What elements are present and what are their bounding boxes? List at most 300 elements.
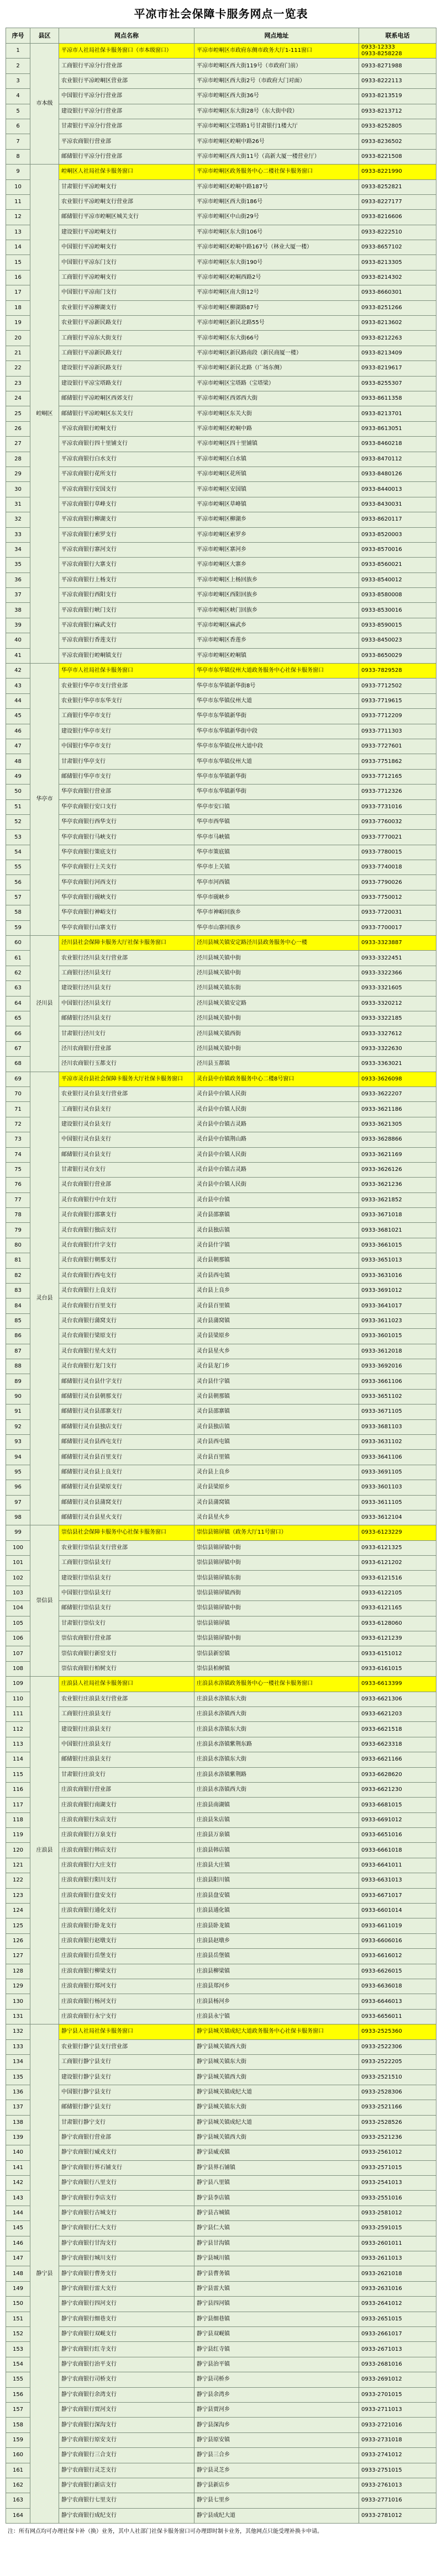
row-number-cell: 42 [6, 664, 30, 679]
row-number-cell: 133 [6, 2040, 30, 2055]
row-number-cell: 68 [6, 1057, 30, 1072]
outlet-address-cell: 庄浪县水洛镇东大街 [194, 1722, 359, 1737]
outlet-name-cell: 中国银行平凉崆峒支行 [59, 240, 194, 255]
outlet-address-cell: 平凉市崆峒区东关大街 [194, 406, 359, 421]
outlet-address-cell: 灵台县上良乡 [194, 1284, 359, 1298]
row-number-cell: 145 [6, 2221, 30, 2236]
phone-cell: 0933-3681021 [359, 1223, 436, 1238]
phone-cell: 0933-6121325 [359, 1541, 436, 1556]
phone-cell: 0933-3621186 [359, 1102, 436, 1117]
outlet-name-cell: 平凉市人社局社保卡服务窗口（市本级窗口） [59, 44, 194, 59]
phone-cell: 0933-3322451 [359, 951, 436, 966]
outlet-address-cell: 静宁县城川镇 [194, 2251, 359, 2266]
row-number-cell: 102 [6, 1571, 30, 1586]
row-number-cell: 93 [6, 1435, 30, 1450]
phone-cell: 0933-3641017 [359, 1298, 436, 1313]
phone-cell: 0933-8613051 [359, 422, 436, 437]
outlet-name-cell: 静宁农商银行双岘支行 [59, 2327, 194, 2342]
row-number-cell: 110 [6, 1692, 30, 1707]
phone-cell: 0933-8611358 [359, 391, 436, 406]
outlet-address-cell: 华亭市策底镇 [194, 845, 359, 860]
phone-cell: 0933-8520003 [359, 528, 436, 543]
table-header-phone: 联系电话 [359, 28, 436, 44]
row-number-cell: 108 [6, 1662, 30, 1677]
phone-cell: 0933-3661015 [359, 1238, 436, 1253]
outlet-address-cell: 静宁县城关镇西大街 [194, 2130, 359, 2145]
outlet-address-cell: 灵台县朝那镇 [194, 1390, 359, 1404]
outlet-name-cell: 庄浪农商银行永宁支行 [59, 2010, 194, 2024]
outlet-address-cell: 平凉市崆峒区宝塔路（宝塔梁） [194, 377, 359, 391]
phone-cell: 0933-7712209 [359, 709, 436, 724]
phone-cell: 0933-8480126 [359, 467, 436, 482]
phone-cell: 0933-2701015 [359, 2388, 436, 2403]
row-number-cell: 111 [6, 1707, 30, 1722]
outlet-name-cell: 庄浪农商银行韩店支行 [59, 1843, 194, 1858]
row-number-cell: 45 [6, 709, 30, 724]
outlet-name-cell: 邮储银行平凉崆峒区西郊支行 [59, 391, 194, 406]
outlet-name-cell: 灵台农商银行邵寨支行 [59, 1208, 194, 1223]
phone-cell: 0933-3611023 [359, 1314, 436, 1329]
row-number-cell: 151 [6, 2312, 30, 2327]
row-number-cell: 107 [6, 1646, 30, 1661]
outlet-address-cell: 庄浪县万泉镇 [194, 1828, 359, 1843]
phone-cell: 0933-2751015 [359, 2463, 436, 2478]
phone-cell: 0933-2522205 [359, 2055, 436, 2070]
outlet-address-cell: 崇信县锦屏镇中街 [194, 1541, 359, 1556]
row-number-cell: 141 [6, 2161, 30, 2176]
phone-cell: 0933-6691012 [359, 1813, 436, 1828]
row-number-cell: 11 [6, 195, 30, 210]
outlet-address-cell: 灵台县中台镇古灵路 [194, 1117, 359, 1132]
outlet-address-cell: 庄浪县大庄镇 [194, 1858, 359, 1873]
row-number-cell: 24 [6, 391, 30, 406]
outlet-name-cell: 工商银行平凉东大街支行 [59, 331, 194, 346]
row-number-cell: 125 [6, 1918, 30, 1933]
table-header-address: 网点地址 [194, 28, 359, 44]
footnote: 注：所有网点均可办理社保卡补（换）业务，其中人社部门社保卡服务窗口可办理即时制卡业务，其他网点只能受理补换卡申请。 [8, 2529, 323, 2535]
outlet-address-cell: 灵台县蒲窝镇 [194, 1496, 359, 1510]
row-number-cell: 142 [6, 2176, 30, 2191]
phone-cell: 0933-3651013 [359, 1253, 436, 1268]
outlet-address-cell: 灵台县什字镇 [194, 1374, 359, 1389]
outlet-name-cell: 灵台农商银行上良支行 [59, 1284, 194, 1298]
outlet-name-cell: 灵台农商银行蒲窝支行 [59, 1314, 194, 1329]
outlet-name-cell: 邮储银行灵台县星火支行 [59, 1510, 194, 1525]
outlet-name-cell: 平凉农商银行柳湖支行 [59, 512, 194, 527]
outlet-address-cell: 平凉市崆峒区市政府东侧市政务大厅1-111窗口 [194, 44, 359, 59]
phone-cell: 0933-3671105 [359, 1404, 436, 1419]
outlet-name-cell: 甘肃银行泾川支行 [59, 1026, 194, 1041]
phone-cell: 0933-7751862 [359, 754, 436, 769]
outlet-address-cell: 静宁县城关镇成纪大道 [194, 2116, 359, 2130]
outlet-address-cell: 静宁县曹务镇 [194, 2266, 359, 2281]
phone-cell: 0933-3320212 [359, 997, 436, 1011]
row-number-cell: 147 [6, 2251, 30, 2266]
outlet-address-cell: 平凉市崆峒区新民路南段（新民商厦一楼） [194, 346, 359, 361]
outlet-name-cell: 灵台农商银行星火支行 [59, 1344, 194, 1359]
row-number-cell: 16 [6, 271, 30, 285]
outlet-name-cell: 灵台农商银行中台支行 [59, 1193, 194, 1208]
outlet-name-cell: 静宁农商银行古城支行 [59, 2206, 194, 2221]
phone-cell: 0933-8216606 [359, 210, 436, 225]
phone-cell: 0933-6122105 [359, 1586, 436, 1601]
row-number-cell: 140 [6, 2145, 30, 2160]
phone-cell: 0933-8236502 [359, 134, 436, 149]
phone-cell: 0933-6646013 [359, 1994, 436, 2009]
phone-cell: 0933-6611019 [359, 1918, 436, 1933]
outlet-address-cell: 平凉市崆峒区东大街106号 [194, 225, 359, 240]
outlet-name-cell: 平凉农商银行香莲支行 [59, 633, 194, 648]
outlet-name-cell: 建设银行静宁县支行 [59, 2070, 194, 2085]
phone-cell: 0933-8214302 [359, 271, 436, 285]
row-number-cell: 79 [6, 1223, 30, 1238]
row-number-cell: 64 [6, 997, 30, 1011]
row-number-cell: 156 [6, 2388, 30, 2403]
row-number-cell: 113 [6, 1737, 30, 1752]
phone-cell: 0933-7790026 [359, 875, 436, 890]
outlet-name-cell: 平凉农商银行四十里铺支行 [59, 437, 194, 452]
outlet-address-cell: 崇信县锦屏镇中街 [194, 1601, 359, 1616]
outlet-address-cell: 庄浪县韩店镇 [194, 1843, 359, 1858]
row-number-cell: 134 [6, 2055, 30, 2070]
outlet-address-cell: 灵台县星火乡 [194, 1510, 359, 1525]
outlet-address-cell: 华亭市东华镇仪州大道 [194, 754, 359, 769]
phone-cell: 0933-3622207 [359, 1087, 436, 1102]
phone-cell: 0933-2671013 [359, 2342, 436, 2357]
row-number-cell: 137 [6, 2100, 30, 2115]
phone-cell: 0933-2721016 [359, 2418, 436, 2432]
row-number-cell: 139 [6, 2130, 30, 2145]
phone-cell: 0933-2661017 [359, 2327, 436, 2342]
phone-cell: 0933-2781012 [359, 2509, 436, 2524]
outlet-address-cell: 华亭市东华镇新华街中段 [194, 724, 359, 739]
row-number-cell: 50 [6, 785, 30, 799]
outlet-address-cell: 平凉市崆峒区上杨回族乡 [194, 573, 359, 588]
phone-cell: 0933-2771016 [359, 2493, 436, 2508]
row-number-cell: 3 [6, 74, 30, 89]
outlet-name-cell: 崇信农商银行柏树支行 [59, 1662, 194, 1677]
phone-cell: 0933-2621018 [359, 2266, 436, 2281]
row-number-cell: 96 [6, 1480, 30, 1495]
row-number-cell: 28 [6, 452, 30, 467]
outlet-address-cell: 灵台县中台镇人民街 [194, 1148, 359, 1163]
outlet-name-cell: 平凉农商银行安国支行 [59, 482, 194, 497]
row-number-cell: 61 [6, 951, 30, 966]
outlet-name-cell: 甘肃银行平凉分行营业部 [59, 119, 194, 134]
outlet-name-cell: 华亭农商银行马峡支行 [59, 830, 194, 845]
outlet-name-cell: 庄浪农商银行盘安支行 [59, 1889, 194, 1904]
outlet-address-cell: 华亭市上关镇 [194, 860, 359, 875]
row-number-cell: 30 [6, 482, 30, 497]
outlet-name-cell: 崇信农商银行新窑支行 [59, 1646, 194, 1661]
outlet-name-cell: 邮储银行泾川县支行 [59, 1011, 194, 1026]
outlet-name-cell: 庄浪农商银行卧龙支行 [59, 1918, 194, 1933]
phone-cell: 0933-8650029 [359, 649, 436, 664]
outlet-address-cell: 灵台县独店镇 [194, 1420, 359, 1435]
outlet-name-cell: 平凉农商银行索罗支行 [59, 528, 194, 543]
phone-cell: 0933-6621230 [359, 1783, 436, 1798]
phone-cell: 0933-8213305 [359, 255, 436, 270]
row-number-cell: 153 [6, 2342, 30, 2357]
outlet-address-cell: 平凉市崆峒区索罗乡 [194, 528, 359, 543]
outlet-name-cell: 华亭农商银行上关支行 [59, 860, 194, 875]
row-number-cell: 75 [6, 1163, 30, 1178]
outlet-name-cell: 平凉农商银行寨河支行 [59, 543, 194, 558]
row-number-cell: 129 [6, 1979, 30, 1994]
outlet-name-cell: 庄浪农商银行通化支行 [59, 1904, 194, 1918]
outlet-name-cell: 华亭农商银行山寨支行 [59, 921, 194, 936]
outlet-address-cell: 灵台县邵寨镇 [194, 1404, 359, 1419]
phone-cell: 0933-3671018 [359, 1208, 436, 1223]
row-number-cell: 109 [6, 1677, 30, 1692]
outlet-name-cell: 建设银行泾川县支行 [59, 981, 194, 996]
outlet-name-cell: 灵台农商银行百里支行 [59, 1298, 194, 1313]
outlet-name-cell: 华亭农商银行西华支行 [59, 815, 194, 830]
outlet-address-cell: 静宁县红寺镇 [194, 2342, 359, 2357]
outlet-address-cell: 崇信县锦屏镇东街 [194, 1571, 359, 1586]
row-number-cell: 58 [6, 905, 30, 920]
row-number-cell: 163 [6, 2493, 30, 2508]
phone-cell: 0933-8460218 [359, 437, 436, 452]
row-number-cell: 47 [6, 739, 30, 754]
outlet-address-cell: 静宁县城关镇成纪大道 [194, 2085, 359, 2100]
outlet-address-cell: 平凉市崆峒区花所镇 [194, 467, 359, 482]
outlet-address-cell: 平凉市崆峒区东大街190号 [194, 255, 359, 270]
outlet-name-cell: 平凉农商银行营业部 [59, 134, 194, 149]
outlet-address-cell: 庄浪县水洛镇东大街 [194, 1692, 359, 1707]
phone-cell: 0933-2528526 [359, 2116, 436, 2130]
phone-cell: 0933-2522306 [359, 2040, 436, 2055]
phone-cell: 0933-6606016 [359, 1934, 436, 1949]
phone-cell: 0933-6128060 [359, 1616, 436, 1631]
outlet-address-cell: 灵台县西屯镇 [194, 1269, 359, 1284]
outlet-name-cell: 农业银行平凉柳湖支行 [59, 301, 194, 316]
row-number-cell: 124 [6, 1904, 30, 1918]
outlet-address-cell: 静宁县司桥乡 [194, 2372, 359, 2387]
row-number-cell: 40 [6, 633, 30, 648]
outlet-address-cell: 静宁县甘沟镇 [194, 2236, 359, 2251]
row-number-cell: 33 [6, 528, 30, 543]
row-number-cell: 152 [6, 2327, 30, 2342]
outlet-name-cell: 邮储银行崇信县支行 [59, 1601, 194, 1616]
row-number-cell: 20 [6, 331, 30, 346]
outlet-name-cell: 建设银行平凉新民路支行 [59, 361, 194, 376]
row-number-cell: 132 [6, 2024, 30, 2039]
phone-cell: 0933-6641011 [359, 1858, 436, 1873]
outlet-name-cell: 静宁农商银行李店支行 [59, 2191, 194, 2206]
outlet-name-cell: 静宁农商银行曹务支行 [59, 2266, 194, 2281]
outlet-name-cell: 邮储银行灵台县独店支行 [59, 1420, 194, 1435]
phone-cell: 0933-8470112 [359, 452, 436, 467]
outlet-name-cell: 建设银行华亭市支行 [59, 724, 194, 739]
outlet-address-cell: 庄浪县盘安镇 [194, 1889, 359, 1904]
outlet-address-cell: 静宁县治平镇 [194, 2357, 359, 2372]
row-number-cell: 44 [6, 694, 30, 709]
outlet-address-cell: 平凉市崆峒区中山街29号 [194, 210, 359, 225]
outlet-address-cell: 平凉市崆峒区安国镇 [194, 482, 359, 497]
outlet-name-cell: 庄浪农商银行郑河支行 [59, 1979, 194, 1994]
row-number-cell: 157 [6, 2403, 30, 2418]
row-number-cell: 60 [6, 936, 30, 951]
outlet-name-cell: 工商银行庄浪县支行 [59, 1707, 194, 1722]
outlet-address-cell: 灵台县星火乡 [194, 1344, 359, 1359]
outlet-address-cell: 灵台县上良乡 [194, 1465, 359, 1480]
outlet-name-cell: 泾川农商银行营业部 [59, 1042, 194, 1057]
outlet-address-cell: 庄浪县水洛镇紫荆东路 [194, 1737, 359, 1752]
outlet-address-cell: 平凉市崆峒区崆峒中路26号 [194, 134, 359, 149]
outlet-name-cell: 农业银行崇信县支行营业部 [59, 1541, 194, 1556]
outlet-address-cell: 灵台县中台镇人民街 [194, 1102, 359, 1117]
outlet-name-cell: 农业银行庄浪县支行营业部 [59, 1692, 194, 1707]
outlet-address-cell: 静宁县李店镇 [194, 2191, 359, 2206]
outlet-name-cell: 工商银行静宁县支行 [59, 2055, 194, 2070]
phone-cell: 0933-6671017 [359, 1889, 436, 1904]
row-number-cell: 12 [6, 210, 30, 225]
phone-cell: 0933-3641106 [359, 1450, 436, 1465]
row-number-cell: 65 [6, 1011, 30, 1026]
phone-cell: 0933-7760032 [359, 815, 436, 830]
row-number-cell: 59 [6, 921, 30, 936]
phone-cell: 0933-6123229 [359, 1525, 436, 1540]
outlet-name-cell: 甘肃银行崇信支行 [59, 1616, 194, 1631]
outlet-name-cell: 中国银行平凉分行营业部 [59, 89, 194, 104]
outlet-name-cell: 庄浪农商银行岳堡支行 [59, 1949, 194, 1964]
row-number-cell: 32 [6, 512, 30, 527]
phone-cell: 0933-8252805 [359, 119, 436, 134]
phone-cell: 0933-7731016 [359, 800, 436, 815]
outlet-address-cell: 泾川县城关镇安定路泾川县政务服务中心一楼 [194, 936, 359, 951]
row-number-cell: 106 [6, 1631, 30, 1646]
outlet-name-cell: 邮储银行庄浪县支行 [59, 1752, 194, 1767]
row-number-cell: 164 [6, 2509, 30, 2524]
outlet-address-cell: 平凉市崆峒区南大街12号 [194, 285, 359, 300]
outlet-name-cell: 工商银行平凉新民路支行 [59, 346, 194, 361]
phone-cell: 0933-8657102 [359, 240, 436, 255]
outlet-name-cell: 泾川农商银行玉都支行 [59, 1057, 194, 1072]
row-number-cell: 80 [6, 1238, 30, 1253]
phone-cell: 0933-3631102 [359, 1435, 436, 1450]
row-number-cell: 131 [6, 2010, 30, 2024]
table-header-name: 网点名称 [59, 28, 194, 44]
row-number-cell: 92 [6, 1420, 30, 1435]
outlet-address-cell: 静宁县灵芝乡 [194, 2463, 359, 2478]
outlet-address-cell: 静宁县双岘镇 [194, 2327, 359, 2342]
row-number-cell: 88 [6, 1359, 30, 1374]
row-number-cell: 52 [6, 815, 30, 830]
row-number-cell: 112 [6, 1722, 30, 1737]
row-number-cell: 114 [6, 1752, 30, 1767]
row-number-cell: 15 [6, 255, 30, 270]
outlet-name-cell: 泾川县社会保障卡服务大厅社保卡服务窗口 [59, 936, 194, 951]
outlet-name-cell: 工商银行泾川县支行 [59, 966, 194, 981]
row-number-cell: 38 [6, 603, 30, 618]
outlet-address-cell: 静宁县城关镇成纪大道政务服务中心社保卡服务窗口 [194, 2024, 359, 2039]
row-number-cell: 150 [6, 2297, 30, 2312]
outlet-name-cell: 华亭农商银行策底支行 [59, 845, 194, 860]
outlet-name-cell: 邮储银行灵台县蒲窝支行 [59, 1496, 194, 1510]
phone-cell: 0933-2521166 [359, 2100, 436, 2115]
outlet-name-cell: 农业银行灵台县支行营业部 [59, 1087, 194, 1102]
phone-cell: 0933-8271988 [359, 59, 436, 73]
phone-cell: 0933-2571015 [359, 2161, 436, 2176]
row-number-cell: 1 [6, 44, 30, 59]
row-number-cell: 94 [6, 1450, 30, 1465]
outlet-address-cell: 平凉市崆峒区大寨乡 [194, 558, 359, 573]
row-number-cell: 121 [6, 1858, 30, 1873]
outlet-name-cell: 平凉农商银行峡门支行 [59, 603, 194, 618]
outlet-name-cell: 静宁农商银行界石铺支行 [59, 2161, 194, 2176]
row-number-cell: 119 [6, 1828, 30, 1843]
phone-cell: 0933-3621169 [359, 1148, 436, 1163]
phone-cell: 0933-7719615 [359, 694, 436, 709]
row-number-cell: 71 [6, 1102, 30, 1117]
outlet-name-cell: 平凉农商银行麻武支行 [59, 618, 194, 633]
phone-cell: 0933-8620117 [359, 512, 436, 527]
phone-cell: 0933-2528306 [359, 2085, 436, 2100]
outlet-address-cell: 庄浪县通化镇 [194, 1904, 359, 1918]
row-number-cell: 83 [6, 1284, 30, 1298]
outlet-name-cell: 灵台农商银行营业部 [59, 1178, 194, 1192]
phone-cell: 0933-6656011 [359, 2010, 436, 2024]
row-number-cell: 99 [6, 1525, 30, 1540]
row-number-cell: 118 [6, 1813, 30, 1828]
phone-cell: 0933-6616012 [359, 1949, 436, 1964]
outlet-name-cell: 华亭农商银行神峪支行 [59, 905, 194, 920]
outlet-address-cell: 静宁县贾河乡 [194, 2403, 359, 2418]
county-cell: 崆峒区 [30, 165, 59, 664]
phone-cell: 0933-7750012 [359, 891, 436, 905]
row-number-cell: 19 [6, 316, 30, 331]
outlet-name-cell: 工商银行华亭市支行 [59, 709, 194, 724]
phone-cell: 0933-8530016 [359, 603, 436, 618]
outlet-address-cell: 静宁县细巷镇 [194, 2312, 359, 2327]
outlet-address-cell: 泾川县城关镇中街 [194, 1042, 359, 1057]
phone-cell: 0933-8660301 [359, 285, 436, 300]
outlet-name-cell: 农业银行平凉新民路支行 [59, 316, 194, 331]
row-number-cell: 86 [6, 1329, 30, 1344]
row-number-cell: 162 [6, 2478, 30, 2493]
phone-cell: 0933-3621305 [359, 1117, 436, 1132]
outlet-address-cell: 崇信县锦屏镇中街 [194, 1556, 359, 1571]
outlet-name-cell: 华亭农商银行砚峡支行 [59, 891, 194, 905]
outlet-name-cell: 静宁农商银行司桥支行 [59, 2372, 194, 2387]
outlet-address-cell: 华亭市东华镇新华街8号 [194, 679, 359, 693]
outlet-address-cell: 静宁县城关镇西大街 [194, 2070, 359, 2085]
phone-cell: 0933-3322366 [359, 966, 436, 981]
row-number-cell: 54 [6, 845, 30, 860]
row-number-cell: 27 [6, 437, 30, 452]
outlet-address-cell: 庄浪县水洛镇紫荆路 [194, 1768, 359, 1783]
outlet-name-cell: 静宁农商银行仁大支行 [59, 2221, 194, 2236]
outlet-name-cell: 庄浪农商银行柳梁支行 [59, 1964, 194, 1979]
outlet-address-cell: 灵台县中台镇人民街 [194, 1178, 359, 1192]
outlet-address-cell: 平凉市崆峒区寨河乡 [194, 543, 359, 558]
row-number-cell: 81 [6, 1253, 30, 1268]
phone-cell: 0933-3611105 [359, 1496, 436, 1510]
phone-cell: 0933-3601015 [359, 1329, 436, 1344]
outlet-name-cell: 静宁农商银行成纪支行 [59, 2509, 194, 2524]
outlet-address-cell: 平凉市崆峒区崆峒西路2号 [194, 271, 359, 285]
row-number-cell: 144 [6, 2206, 30, 2221]
phone-cell: 0933-3321605 [359, 981, 436, 996]
phone-cell: 0933-8227177 [359, 195, 436, 210]
row-number-cell: 117 [6, 1798, 30, 1812]
outlet-name-cell: 静宁农商银行八里支行 [59, 2176, 194, 2191]
phone-cell: 0933-7712165 [359, 770, 436, 785]
outlet-name-cell: 庄浪农商银行营业部 [59, 1783, 194, 1798]
outlet-name-cell: 农业银行泾川县支行营业部 [59, 951, 194, 966]
row-number-cell: 35 [6, 558, 30, 573]
